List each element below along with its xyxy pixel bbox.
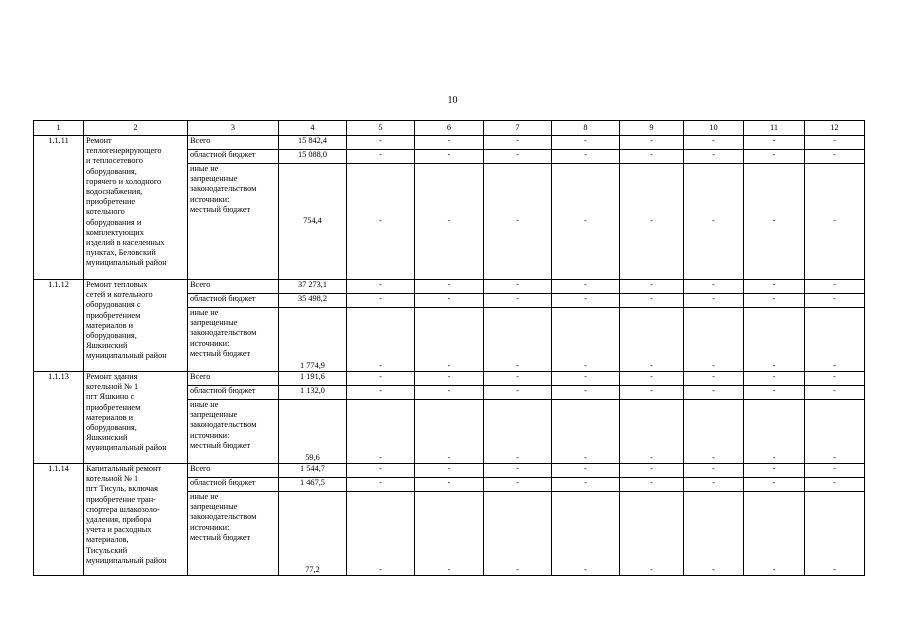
dash-cell: -	[805, 400, 865, 464]
description-line: оборудования,	[86, 423, 137, 433]
source-line: источники:	[190, 194, 230, 204]
dash-cell: -	[415, 478, 484, 492]
dash-cell: -	[484, 478, 552, 492]
dash-cell: -	[684, 164, 744, 280]
dash-cell: -	[347, 308, 415, 372]
description-line: Ремонт здания	[86, 372, 138, 381]
regional-value: 1 132,0	[279, 386, 347, 400]
local-value: 1 774,9	[279, 308, 347, 372]
source-total-label: Всего	[188, 464, 279, 478]
dash-cell: -	[620, 136, 684, 150]
source-line: источники:	[190, 430, 230, 440]
description-line: спортера шлакозоло-	[86, 504, 160, 514]
source-line: местный бюджет	[190, 204, 251, 214]
dash-cell: -	[552, 150, 620, 164]
description-line: теплогенерирующего	[86, 146, 162, 156]
source-line: законодательством	[190, 184, 257, 194]
dash-cell: -	[684, 464, 744, 478]
dash-cell: -	[415, 308, 484, 372]
dash-cell: -	[805, 294, 865, 308]
dash-cell: -	[744, 478, 805, 492]
column-number-cell: 11	[744, 121, 805, 136]
description-line: пгт Яшкино с	[86, 392, 135, 402]
source-line: иные не	[190, 164, 219, 173]
description-line: муниципальный район	[86, 555, 167, 565]
description-line: Ремонт	[86, 136, 112, 145]
description-line: и теплосетевого	[86, 156, 143, 166]
description-line: пгт Тисуль, включая	[86, 484, 158, 494]
dash-cell: -	[744, 308, 805, 372]
dash-cell: -	[552, 164, 620, 280]
description-line: материалов и	[86, 412, 134, 422]
dash-cell: -	[620, 478, 684, 492]
description-line: оборудования с	[86, 300, 141, 310]
source-other-label	[188, 308, 279, 372]
description-line: удаления, прибора	[86, 515, 152, 525]
dash-cell: -	[484, 308, 552, 372]
dash-cell: -	[684, 386, 744, 400]
source-total-label: Всего	[188, 280, 279, 294]
item-description	[84, 136, 188, 280]
dash-cell: -	[805, 308, 865, 372]
column-number-cell: 1	[34, 121, 84, 136]
description-line: котельного	[86, 207, 125, 217]
dash-cell: -	[805, 372, 865, 386]
dash-cell: -	[805, 386, 865, 400]
regional-value: 15 088,0	[279, 150, 347, 164]
source-total-label: Всего	[188, 372, 279, 386]
total-value: 1 191,6	[279, 372, 347, 386]
dash-cell: -	[552, 464, 620, 478]
description-line: приобретение тран-	[86, 494, 156, 504]
dash-cell: -	[552, 386, 620, 400]
dash-cell: -	[415, 464, 484, 478]
table-row	[34, 464, 865, 478]
dash-cell: -	[620, 372, 684, 386]
item-number: 1.1.11	[34, 136, 84, 280]
description-line: Яшкинский	[86, 433, 128, 443]
dash-cell: -	[620, 400, 684, 464]
dash-cell: -	[347, 136, 415, 150]
dash-cell: -	[347, 150, 415, 164]
dash-cell: -	[744, 164, 805, 280]
dash-cell: -	[744, 136, 805, 150]
source-line: источники:	[190, 522, 230, 532]
description-line: материалов,	[86, 535, 129, 545]
dash-cell: -	[620, 308, 684, 372]
dash-cell: -	[744, 150, 805, 164]
dash-cell: -	[744, 280, 805, 294]
description-line: муниципальный район	[86, 258, 167, 268]
dash-cell: -	[415, 372, 484, 386]
dash-cell: -	[552, 280, 620, 294]
dash-cell: -	[805, 136, 865, 150]
dash-cell: -	[805, 464, 865, 478]
description-line: Яшкинский	[86, 341, 128, 351]
column-number-cell: 7	[484, 121, 552, 136]
dash-cell: -	[415, 386, 484, 400]
regional-value: 1 467,5	[279, 478, 347, 492]
source-other-label	[188, 492, 279, 576]
dash-cell: -	[805, 164, 865, 280]
source-line: иные не	[190, 492, 219, 501]
dash-cell: -	[347, 280, 415, 294]
column-number-cell: 4	[279, 121, 347, 136]
dash-cell: -	[552, 400, 620, 464]
dash-cell: -	[620, 294, 684, 308]
description-line: водоснабжения,	[86, 187, 143, 197]
dash-cell: -	[415, 294, 484, 308]
description-line: оборудования и	[86, 217, 142, 227]
column-number-cell: 2	[84, 121, 188, 136]
description-line: приобретение	[86, 197, 136, 207]
table-row	[34, 280, 865, 294]
dash-cell: -	[347, 294, 415, 308]
description-line: Капитальный ремонт	[86, 464, 162, 473]
dash-cell: -	[684, 400, 744, 464]
table-row	[34, 372, 865, 386]
dash-cell: -	[484, 386, 552, 400]
dash-cell: -	[552, 478, 620, 492]
description-line: материалов и	[86, 320, 134, 330]
source-other-label	[188, 400, 279, 464]
dash-cell: -	[415, 492, 484, 576]
dash-cell: -	[484, 280, 552, 294]
dash-cell: -	[684, 136, 744, 150]
dash-cell: -	[484, 164, 552, 280]
description-line: пунктах, Беловский	[86, 248, 156, 258]
source-line: законодательством	[190, 512, 257, 522]
dash-cell: -	[484, 150, 552, 164]
dash-cell: -	[620, 150, 684, 164]
dash-cell: -	[805, 280, 865, 294]
description-line: оборудования,	[86, 166, 137, 176]
dash-cell: -	[805, 492, 865, 576]
dash-cell: -	[415, 164, 484, 280]
dash-cell: -	[744, 294, 805, 308]
dash-cell: -	[552, 372, 620, 386]
source-line: иные не	[190, 308, 219, 317]
description-line: котельной № 1	[86, 474, 139, 484]
dash-cell: -	[684, 308, 744, 372]
dash-cell: -	[744, 492, 805, 576]
description-line: комплектующих	[86, 227, 144, 237]
source-line: местный бюджет	[190, 532, 251, 542]
column-number-cell: 12	[805, 121, 865, 136]
description-line: горячего и холодного	[86, 176, 162, 186]
table-row	[34, 136, 865, 150]
dash-cell: -	[415, 136, 484, 150]
dash-cell: -	[684, 280, 744, 294]
dash-cell: -	[552, 294, 620, 308]
dash-cell: -	[684, 294, 744, 308]
dash-cell: -	[744, 372, 805, 386]
source-line: источники:	[190, 338, 230, 348]
item-description	[84, 280, 188, 372]
description-line: изделий в населенных	[86, 238, 165, 248]
dash-cell: -	[620, 492, 684, 576]
local-value: 754,4	[279, 164, 347, 280]
description-line: приобретением	[86, 310, 141, 320]
source-regional-label: областной бюджет	[188, 478, 279, 492]
dash-cell: -	[620, 464, 684, 478]
source-line: иные не	[190, 400, 219, 409]
dash-cell: -	[415, 150, 484, 164]
source-regional-label: областной бюджет	[188, 294, 279, 308]
source-total-label: Всего	[188, 136, 279, 150]
dash-cell: -	[484, 400, 552, 464]
dash-cell: -	[744, 400, 805, 464]
source-regional-label: областной бюджет	[188, 386, 279, 400]
column-number-cell: 3	[188, 121, 279, 136]
item-description	[84, 464, 188, 576]
source-other-label	[188, 164, 279, 280]
local-value: 77,2	[279, 492, 347, 576]
column-number-row	[34, 121, 865, 136]
budget-table	[33, 120, 865, 576]
dash-cell: -	[620, 280, 684, 294]
description-line: сетей и котельного	[86, 290, 153, 300]
source-line: местный бюджет	[190, 348, 251, 358]
dash-cell: -	[684, 492, 744, 576]
total-value: 1 544,7	[279, 464, 347, 478]
source-line: запрещенные	[190, 502, 238, 512]
source-line: законодательством	[190, 328, 257, 338]
source-regional-label: областной бюджет	[188, 150, 279, 164]
source-line: запрещенные	[190, 174, 238, 184]
description-line: котельной № 1	[86, 382, 139, 392]
dash-cell: -	[347, 400, 415, 464]
item-number: 1.1.14	[34, 464, 84, 576]
local-value: 59,6	[279, 400, 347, 464]
source-line: запрещенные	[190, 410, 238, 420]
description-line: учета и расходных	[86, 525, 152, 535]
dash-cell: -	[484, 372, 552, 386]
source-line: законодательством	[190, 420, 257, 430]
item-number: 1.1.13	[34, 372, 84, 464]
dash-cell: -	[620, 164, 684, 280]
dash-cell: -	[347, 492, 415, 576]
dash-cell: -	[552, 492, 620, 576]
page-number: 10	[447, 95, 458, 106]
source-line: запрещенные	[190, 318, 238, 328]
regional-value: 35 498,2	[279, 294, 347, 308]
dash-cell: -	[684, 372, 744, 386]
column-number-cell: 8	[552, 121, 620, 136]
dash-cell: -	[484, 464, 552, 478]
dash-cell: -	[684, 478, 744, 492]
dash-cell: -	[805, 150, 865, 164]
dash-cell: -	[347, 372, 415, 386]
dash-cell: -	[744, 464, 805, 478]
item-number: 1.1.12	[34, 280, 84, 372]
description-line: Тисульский	[86, 545, 128, 555]
dash-cell: -	[744, 386, 805, 400]
dash-cell: -	[484, 136, 552, 150]
dash-cell: -	[552, 136, 620, 150]
column-number-cell: 6	[415, 121, 484, 136]
column-number-cell: 9	[620, 121, 684, 136]
column-number-cell: 10	[684, 121, 744, 136]
total-value: 37 273,1	[279, 280, 347, 294]
dash-cell: -	[552, 308, 620, 372]
column-number-cell: 5	[347, 121, 415, 136]
dash-cell: -	[620, 386, 684, 400]
total-value: 15 842,4	[279, 136, 347, 150]
dash-cell: -	[415, 400, 484, 464]
dash-cell: -	[347, 464, 415, 478]
description-line: Ремонт тепловых	[86, 280, 148, 289]
dash-cell: -	[347, 386, 415, 400]
source-line: местный бюджет	[190, 440, 251, 450]
dash-cell: -	[484, 492, 552, 576]
dash-cell: -	[684, 150, 744, 164]
item-description	[84, 372, 188, 464]
dash-cell: -	[805, 478, 865, 492]
dash-cell: -	[415, 280, 484, 294]
description-line: муниципальный район	[86, 443, 167, 453]
description-line: приобретением	[86, 402, 141, 412]
description-line: муниципальный район	[86, 351, 167, 361]
dash-cell: -	[347, 164, 415, 280]
dash-cell: -	[347, 478, 415, 492]
dash-cell: -	[484, 294, 552, 308]
description-line: оборудования,	[86, 331, 137, 341]
